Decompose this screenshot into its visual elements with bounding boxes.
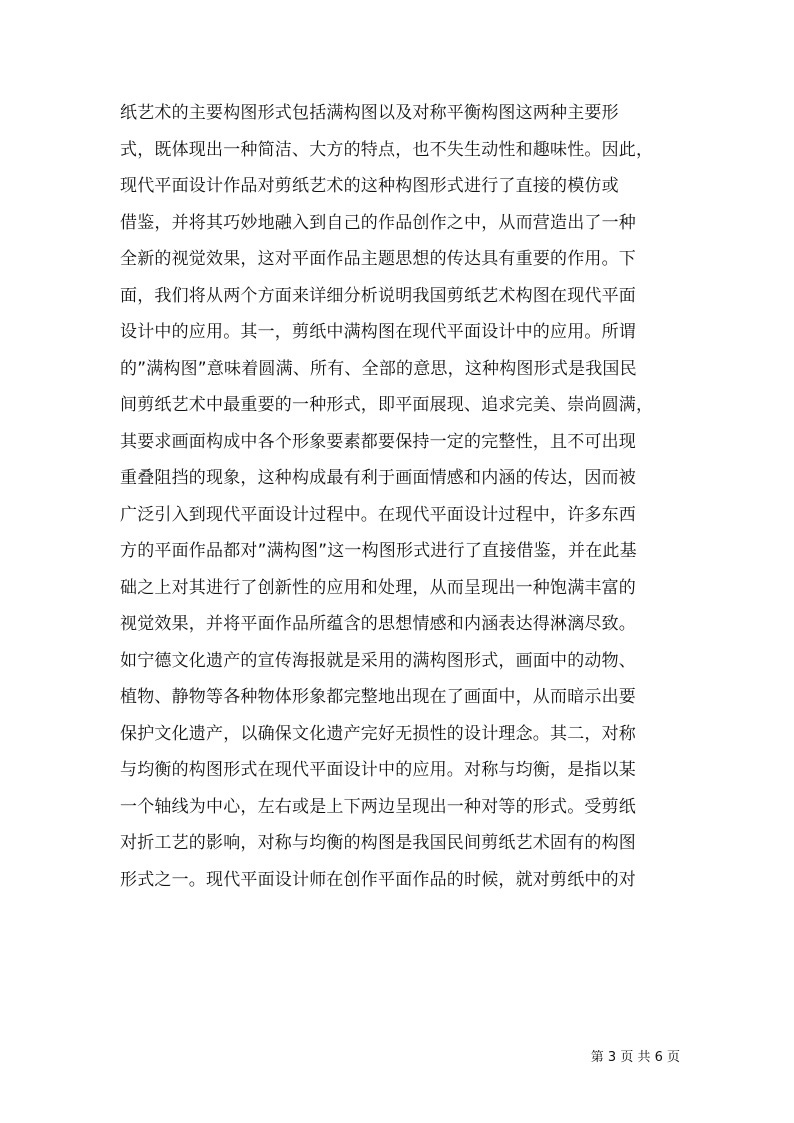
page-number: 第 3 页 共 6 页 [590,1050,680,1065]
text-line: 础之上对其进行了创新性的应用和处理，从而呈现出一种饱满丰富的 [120,577,636,598]
text-line: 面，我们将从两个方面来详细分析说明我国剪纸艺术构图在现代平面 [120,285,636,306]
text-line: 其要求画面构成中各个形象要素都要保持一定的完整性，且不可出现 [120,431,636,452]
text-line: 方的平面作品都对”满构图”这一构图形式进行了直接借鉴，并在此基 [120,541,637,561]
text-line: 式，既体现出一种简洁、大方的特点，也不失生动性和趣味性。因此， [120,139,654,160]
text-line: 植物、静物等各种物体形象都完整地出现在了画面中，从而暗示出要 [120,687,636,707]
text-line: 保护文化遗产，以确保文化遗产完好无损性的设计理念。其二，对称 [120,723,636,744]
text-line: 设计中的应用。其一，剪纸中满构图在现代平面设计中的应用。所谓 [120,322,636,342]
text-line: 的”满构图”意味着圆满、所有、全部的意思，这种构图形式是我国民 [120,358,637,379]
text-line: 全新的视觉效果，这对平面作品主题思想的传达具有重要的作用。下 [120,249,636,269]
text-line: 与均衡的构图形式在现代平面设计中的应用。对称与均衡，是指以某 [120,760,636,780]
text-line: 广泛引入到现代平面设计过程中。在现代平面设计过程中，许多东西 [120,504,636,525]
text-line: 视觉效果，并将平面作品所蕴含的思想情感和内涵表达得淋漓尽致。 [120,614,636,634]
text-line: 重叠阻挡的现象，这种构成最有利于画面情感和内涵的传达，因而被 [120,468,636,488]
text-line: 借鉴，并将其巧妙地融入到自己的作品创作之中，从而营造出了一种 [120,212,636,233]
text-line: 纸艺术的主要构图形式包括满构图以及对称平衡构图这两种主要形 [120,103,619,123]
text-line: 间剪纸艺术中最重要的一种形式，即平面展现、追求完美、崇尚圆满， [120,395,654,415]
text-line: 形式之一。现代平面设计师在创作平面作品的时候，就对剪纸中的对 [120,869,636,890]
text-line: 如宁德文化遗产的宣传海报就是采用的满构图形式，画面中的动物、 [120,650,636,671]
text-line: 对折工艺的影响，对称与均衡的构图是我国民间剪纸艺术固有的构图 [120,833,636,853]
text-line: 一个轴线为中心，左右或是上下两边呈现出一种对等的形式。受剪纸 [120,796,636,817]
text-line: 现代平面设计作品对剪纸艺术的这种构图形式进行了直接的模仿或 [120,176,619,196]
body-text [120,95,690,898]
